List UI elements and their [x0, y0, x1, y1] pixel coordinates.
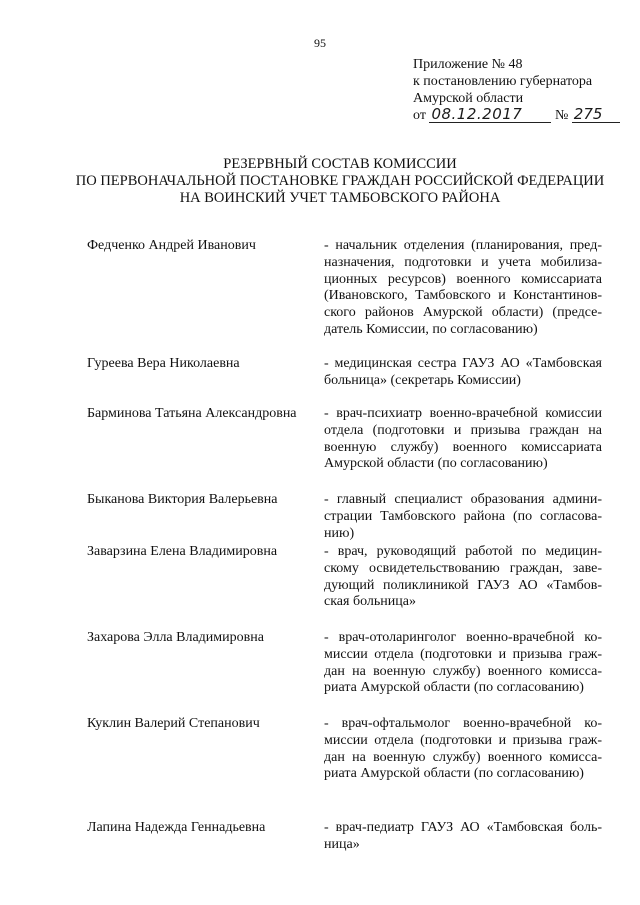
member-row — [87, 544, 602, 611]
member-role-line: миссии отдела (подготовки и призыва граж- — [324, 732, 602, 748]
member-role-line: (Ивановского, Тамбовского и Константинов- — [324, 288, 602, 304]
member-role-line: - врач, руководящий работой по медицин- — [324, 544, 602, 559]
member-role-line: риата Амурской области (по согласованию) — [324, 680, 584, 696]
member-role — [324, 492, 602, 542]
member-role — [324, 356, 602, 390]
member-row — [87, 238, 602, 339]
member-row — [87, 406, 602, 473]
member-role-line: ционных ресурсов) военного комиссариата — [324, 271, 602, 287]
member-role-line: ская больница» — [324, 594, 416, 610]
member-name: Гуреева Вера Николаевна — [87, 356, 240, 371]
member-role — [324, 630, 602, 697]
member-role-line: ница» — [324, 836, 360, 852]
member-row — [87, 716, 602, 783]
member-role-line: риата Амурской области (по согласованию) — [324, 766, 584, 782]
member-role — [324, 716, 602, 783]
member-name: Федченко Андрей Иванович — [87, 238, 256, 253]
member-role-line: - врач-офтальмолог военно-врачебной ко- — [324, 716, 602, 731]
member-role — [324, 544, 602, 611]
member-role-line: скому освидетельствованию граждан, заве- — [324, 560, 602, 576]
handwritten-date: 08.12.2017 — [429, 107, 551, 123]
member-name: Барминова Татьяна Александровна — [87, 406, 297, 421]
number-label: № — [554, 108, 569, 123]
member-role-line: отдела (подготовки и призыва граждан на — [324, 422, 602, 438]
member-role — [324, 406, 602, 473]
member-role-line: миссии отдела (подготовки и призыва граж- — [324, 646, 602, 662]
from-label: от — [413, 108, 426, 123]
member-role — [324, 238, 602, 339]
handwritten-number: 275 — [572, 107, 620, 123]
document-title — [20, 156, 640, 207]
member-row — [87, 820, 602, 854]
member-role-line: дан на военную службу) военного комисса- — [324, 749, 602, 765]
member-role-line: - врач-педиатр ГАУЗ АО «Тамбовская боль- — [324, 820, 602, 835]
member-role-line: - начальник отделения (планирования, пред- — [324, 238, 602, 253]
appendix-block — [413, 56, 628, 124]
appendix-line-1: Приложение № 48 — [413, 57, 523, 72]
page-number: 95 — [314, 36, 326, 50]
appendix-date-line — [413, 107, 628, 124]
appendix-line-2: к постановлению губернатора — [413, 74, 593, 89]
member-role-line: ского районов Амурской области) (предсе- — [324, 305, 602, 321]
member-name: Заварзина Елена Владимировна — [87, 544, 278, 559]
member-row — [87, 492, 602, 542]
title-line-2: ПО ПЕРВОНАЧАЛЬНОЙ ПОСТАНОВКЕ ГРАЖДАН РОССИЙСКОЙ ФЕДЕРАЦИИ — [75, 173, 605, 189]
member-role-line: больница» (секретарь Комиссии) — [324, 372, 521, 388]
member-role-line: дующий поликлиникой ГАУЗ АО «Тамбов- — [324, 577, 602, 593]
title-line-3: НА ВОИНСКИЙ УЧЕТ ТАМБОВСКОГО РАЙОНА — [179, 190, 501, 206]
member-name: Захарова Элла Владимировна — [87, 630, 264, 645]
title-line-1: РЕЗЕРВНЫЙ СОСТАВ КОМИССИИ — [223, 156, 457, 172]
appendix-line-3: Амурской области — [413, 91, 524, 106]
member-role-line: страции Тамбовского района (по согласова- — [324, 508, 602, 524]
member-role-line: Амурской области (по согласованию) — [324, 456, 548, 472]
member-role-line: - врач-психиатр военно-врачебной комиссии — [324, 406, 602, 421]
member-role-line: военную службу) военного комиссариата — [324, 439, 602, 455]
member-role-line: назначения, подготовки и учета мобилиза- — [324, 254, 602, 270]
member-role-line: нию) — [324, 525, 355, 541]
member-role-line: - врач-отоларинголог военно-врачебной ко- — [324, 630, 602, 645]
member-name: Лапина Надежда Геннадьевна — [87, 820, 266, 835]
member-name: Куклин Валерий Степанович — [87, 716, 260, 731]
member-row — [87, 356, 602, 390]
member-role-line: - главный специалист образования админи- — [324, 492, 602, 507]
member-role — [324, 820, 602, 854]
member-name: Быканова Виктория Валерьевна — [87, 492, 278, 507]
member-role-line: датель Комиссии, по согласованию) — [324, 321, 538, 337]
member-role-line: дан на военную службу) военного комисса- — [324, 663, 602, 679]
member-role-line: - медицинская сестра ГАУЗ АО «Тамбовская — [324, 356, 602, 371]
member-row — [87, 630, 602, 697]
